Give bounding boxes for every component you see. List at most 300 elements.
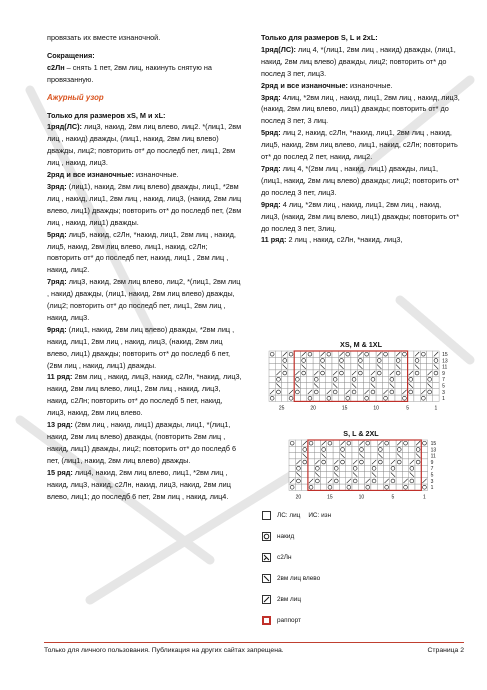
row-label: 13 ряд: xyxy=(47,420,73,430)
chart-cell xyxy=(382,383,388,389)
intro-text: провязать их вместе изнаночной. xyxy=(47,33,161,42)
chart-cell xyxy=(382,351,388,357)
left-row-5 xyxy=(47,229,243,277)
chart-cell xyxy=(333,453,339,459)
chart-cell xyxy=(384,465,390,471)
chart-cell xyxy=(358,478,364,484)
left-row-2 xyxy=(47,169,243,181)
chart-cell xyxy=(332,389,338,395)
chart-cell xyxy=(319,383,325,389)
chart-cell xyxy=(389,351,395,357)
chart-cell xyxy=(319,395,325,401)
chart-cell xyxy=(384,440,390,446)
chart-cell xyxy=(282,389,288,395)
chart-cell xyxy=(427,376,433,382)
chart-cell xyxy=(339,478,345,484)
chart-cell xyxy=(420,370,426,376)
chart-cell xyxy=(308,446,314,452)
chart-cell xyxy=(326,376,332,382)
chart-cell xyxy=(421,440,427,446)
row-label: 3ряд: xyxy=(261,92,281,102)
chart-cell xyxy=(365,465,371,471)
chart-cell xyxy=(401,383,407,389)
chart-cell xyxy=(427,395,433,401)
chart-cell xyxy=(295,453,301,459)
chart-cell xyxy=(307,364,313,370)
chart-cell xyxy=(308,453,314,459)
chart-cell xyxy=(326,364,332,370)
left-row-11 xyxy=(47,371,243,419)
chart-cell xyxy=(409,446,415,452)
chart-cell xyxy=(319,376,325,382)
s2ln-icon xyxy=(262,553,271,562)
chart-cell xyxy=(338,357,344,363)
row-label: 1ряд(ЛС): xyxy=(261,44,296,54)
chart-cell xyxy=(295,484,301,490)
chart-cell xyxy=(338,383,344,389)
chart-cell xyxy=(384,459,390,465)
chart-cell xyxy=(414,389,420,395)
chart-cell xyxy=(314,478,320,484)
chart-cell xyxy=(351,395,357,401)
legend-k2tog: 2вм лиц xyxy=(277,596,302,603)
chart-cell xyxy=(389,389,395,395)
chart-cell xyxy=(390,453,396,459)
chart-cell xyxy=(282,357,288,363)
chart-cell xyxy=(313,389,319,395)
chart-cell xyxy=(389,376,395,382)
chart-cell xyxy=(376,370,382,376)
chart-cell xyxy=(370,351,376,357)
chart-cell xyxy=(371,453,377,459)
chart-cell xyxy=(401,357,407,363)
row-number: 5 xyxy=(442,383,445,390)
chart-cell xyxy=(376,383,382,389)
row-number: 13 xyxy=(430,447,437,454)
column-number: 5 xyxy=(391,494,395,501)
chart-cell xyxy=(384,472,390,478)
chart-cell xyxy=(333,440,339,446)
chart-cell xyxy=(308,472,314,478)
chart-cell xyxy=(269,357,275,363)
row-number: 1 xyxy=(442,396,445,403)
abbrev-paragraph xyxy=(47,62,243,86)
chart-cell xyxy=(321,484,327,490)
chart-cell xyxy=(314,484,320,490)
chart-cell xyxy=(321,472,327,478)
chart-cell xyxy=(364,351,370,357)
chart-cell xyxy=(302,484,308,490)
chart-cell xyxy=(376,376,382,382)
chart-cell xyxy=(326,395,332,401)
chart-cell xyxy=(414,357,420,363)
row-number: 11 xyxy=(430,453,436,460)
chart-cell xyxy=(420,383,426,389)
chart-cell xyxy=(351,376,357,382)
legend-yo: накид xyxy=(277,533,295,540)
chart-cell xyxy=(364,395,370,401)
chart-cell xyxy=(269,383,275,389)
k2tog-icon xyxy=(262,595,271,604)
row-text: лиц 2, накид, с2Лн, *накид, лиц1, 2вм лиц , накид, лиц5, накид, 2вм лиц влево, лиц1, накид, с2Лн; повторить от* до послед 2 пет, накид, лиц2. xyxy=(261,128,458,162)
chart-cell xyxy=(339,446,345,452)
row-number: 13 xyxy=(442,358,448,365)
chart-cell xyxy=(433,389,439,395)
row-label: 15 ряд: xyxy=(47,467,73,477)
chart-cell xyxy=(351,364,357,370)
chart-cell xyxy=(357,395,363,401)
chart-cell xyxy=(402,465,408,471)
sizes-title-right: Только для размеров S, L и 2xL: xyxy=(261,33,378,42)
chart2-grid xyxy=(261,438,461,510)
chart-cell xyxy=(421,484,427,490)
row-text: 4лиц, *2вм лиц , накид, лиц1, 2вм лиц , накид, лиц3, (накид, 2вм лиц влево, лиц1) дважды; повторить от* до послед 3 пет, 3 лиц. xyxy=(261,92,460,126)
chart-cell xyxy=(389,357,395,363)
chart-cell xyxy=(288,376,294,382)
chart-cell xyxy=(395,383,401,389)
chart-cell xyxy=(289,453,295,459)
chart-cell xyxy=(314,446,320,452)
chart-cell xyxy=(289,465,295,471)
chart-cell xyxy=(326,351,332,357)
chart-cell xyxy=(389,395,395,401)
chart-cell xyxy=(301,370,307,376)
chart-cell xyxy=(338,395,344,401)
row-label: 5ряд: xyxy=(261,128,281,138)
right-row-7 xyxy=(261,163,461,199)
chart-cell xyxy=(327,465,333,471)
row-text: изнаночные. xyxy=(133,170,179,180)
chart-cell xyxy=(314,440,320,446)
chart-cell xyxy=(313,364,319,370)
legend-row-k2tog-left xyxy=(262,568,452,589)
chart-cell xyxy=(327,446,333,452)
chart-cell xyxy=(313,376,319,382)
left-row-3 xyxy=(47,181,243,229)
chart-cell xyxy=(295,446,301,452)
chart-cell xyxy=(396,484,402,490)
row-label: 3ряд: xyxy=(47,181,67,191)
chart-cell xyxy=(390,478,396,484)
left-row-13 xyxy=(47,419,243,467)
chart-cell xyxy=(408,364,414,370)
chart-cell xyxy=(307,376,313,382)
chart-cell xyxy=(294,395,300,401)
chart-cell xyxy=(390,465,396,471)
chart-cell xyxy=(345,364,351,370)
chart-cell xyxy=(321,465,327,471)
chart-cell xyxy=(346,459,352,465)
chart-cell xyxy=(365,472,371,478)
legend-row-repeat xyxy=(262,610,452,631)
chart-cell xyxy=(294,389,300,395)
chart-cell xyxy=(289,440,295,446)
left-row-15 xyxy=(47,467,243,503)
chart-cell xyxy=(339,465,345,471)
chart-cell xyxy=(307,351,313,357)
chart-cell xyxy=(408,351,414,357)
chart-cell xyxy=(421,446,427,452)
chart-cell xyxy=(346,446,352,452)
chart-cell xyxy=(357,389,363,395)
chart-cell xyxy=(382,370,388,376)
chart-cell xyxy=(327,453,333,459)
chart-cell xyxy=(321,459,327,465)
chart-cell xyxy=(364,383,370,389)
chart-cell xyxy=(390,484,396,490)
chart-cell xyxy=(269,395,275,401)
chart-cell xyxy=(357,357,363,363)
chart-cell xyxy=(358,465,364,471)
chart-cell xyxy=(395,395,401,401)
chart-cell xyxy=(288,395,294,401)
chart-cell xyxy=(402,459,408,465)
chart-cell xyxy=(409,478,415,484)
legend-s2ln: с2Лн xyxy=(277,554,292,561)
chart-cell xyxy=(294,376,300,382)
chart-cell xyxy=(308,440,314,446)
chart-cell xyxy=(288,383,294,389)
right-row-9 xyxy=(261,199,461,235)
row-label: 2ряд и все изнаночные: xyxy=(261,80,348,90)
chart-cell xyxy=(307,383,313,389)
row-label: 11 ряд: xyxy=(47,372,73,382)
chart-cell xyxy=(401,376,407,382)
chart-cell xyxy=(333,465,339,471)
chart-cell xyxy=(269,351,275,357)
chart-cell xyxy=(384,446,390,452)
chart-cell xyxy=(333,484,339,490)
chart-cell xyxy=(332,351,338,357)
right-row-3 xyxy=(261,92,461,128)
chart-cell xyxy=(282,370,288,376)
chart-cell xyxy=(352,446,358,452)
chart-cell xyxy=(409,453,415,459)
chart-cell xyxy=(433,376,439,382)
chart1-title: XS, M & 1XL xyxy=(340,340,382,349)
chart-cell xyxy=(332,364,338,370)
chart-cell xyxy=(365,453,371,459)
chart-cell xyxy=(338,376,344,382)
chart-cell xyxy=(321,478,327,484)
repeat-box-icon xyxy=(262,616,271,625)
chart-cell xyxy=(326,357,332,363)
row-label: 7ряд: xyxy=(47,277,67,287)
chart-cell xyxy=(408,357,414,363)
chart-cell xyxy=(339,472,345,478)
chart-cell xyxy=(433,357,439,363)
chart-cell xyxy=(302,472,308,478)
chart-cell xyxy=(376,395,382,401)
chart-cell xyxy=(358,446,364,452)
row-number: 1 xyxy=(430,485,434,492)
chart-cell xyxy=(365,446,371,452)
chart-cell xyxy=(401,395,407,401)
row-label: 9ряд: xyxy=(261,199,281,209)
chart-cell xyxy=(326,370,332,376)
chart-cell xyxy=(421,472,427,478)
chart-cell xyxy=(339,484,345,490)
chart-cell xyxy=(402,440,408,446)
chart-cell xyxy=(358,472,364,478)
chart-cell xyxy=(371,446,377,452)
chart-cell xyxy=(370,357,376,363)
column-number: 15 xyxy=(341,405,348,412)
chart-cell xyxy=(409,484,415,490)
chart-cell xyxy=(427,357,433,363)
chart-cell xyxy=(275,364,281,370)
row-text: 2вм лиц , накид, лиц3, накид, с2Лн, *накид, лиц3, накид, 2вм лиц влево, лиц1, 2вм лиц , накид, лиц3, накид, с2Лн; повторить от* до последб 5 пет, накид, лиц3, накид, 2вм лиц влево. xyxy=(47,372,242,418)
chart-cell xyxy=(346,472,352,478)
chart-cell xyxy=(390,446,396,452)
chart-cell xyxy=(269,376,275,382)
chart-cell xyxy=(289,446,295,452)
chart-cell xyxy=(371,465,377,471)
chart-cell xyxy=(302,465,308,471)
chart-cell xyxy=(384,453,390,459)
left-row-1 xyxy=(47,121,243,169)
chart-cell xyxy=(421,453,427,459)
chart-cell xyxy=(357,383,363,389)
row-number: 9 xyxy=(430,459,434,466)
chart-cell xyxy=(295,465,301,471)
chart-cell xyxy=(332,357,338,363)
chart-cell xyxy=(382,376,388,382)
chart-cell xyxy=(433,395,439,401)
chart-cell xyxy=(352,440,358,446)
chart-cell xyxy=(301,389,307,395)
chart-cell xyxy=(364,370,370,376)
abbrev-title: Сокращения: xyxy=(47,50,95,60)
chart-cell xyxy=(282,383,288,389)
legend-row-yo xyxy=(262,526,452,547)
chart-cell xyxy=(339,459,345,465)
chart-cell xyxy=(352,478,358,484)
chart-cell xyxy=(345,395,351,401)
abbrev-text: – снять 1 пет, 2вм лиц, накинуть снятую на провязанную. xyxy=(47,62,212,84)
column-number: 10 xyxy=(358,494,365,501)
chart-cell xyxy=(275,389,281,395)
chart-cell xyxy=(289,484,295,490)
row-text: (лиц1), накид, 2вм лиц влево) дважды, лиц1, *2вм лиц , накид, лиц1, 2вм лиц , накид, лиц3, (накид, 2вм лиц влево, лиц1) дважды; повторить от* до последб пет, (2вм лиц , накид, лиц1) дважды. xyxy=(47,181,242,227)
chart-cell xyxy=(301,395,307,401)
chart-cell xyxy=(396,472,402,478)
chart-cell xyxy=(389,364,395,370)
chart-cell xyxy=(370,364,376,370)
row-number: 3 xyxy=(430,478,434,485)
chart-cell xyxy=(357,370,363,376)
column-number: 15 xyxy=(327,494,333,501)
sizes-title-left: Только для размеров xS, M и xL: xyxy=(47,110,166,120)
knit-square-icon xyxy=(262,511,271,520)
chart-cell xyxy=(275,351,281,357)
chart-cell xyxy=(269,364,275,370)
chart-cell xyxy=(302,446,308,452)
chart-cell xyxy=(327,440,333,446)
column-number: 5 xyxy=(406,405,409,412)
chart-cell xyxy=(326,383,332,389)
chart-cell xyxy=(295,478,301,484)
chart-cell xyxy=(352,484,358,490)
row-number: 5 xyxy=(430,472,434,479)
row-text: (2вм лиц , накид, лиц1) дважды, лиц1, *(лиц1, накид, 2вм лиц влево) дважды, (повторить 2вм лиц , накид, лиц1) дважды, лиц2; повторить от* до последб 6 пет, (лиц1, накид, 2вм лиц влево) дважды. xyxy=(47,420,237,465)
column-number: 1 xyxy=(434,405,438,412)
chart-cell xyxy=(401,364,407,370)
right-row-5 xyxy=(261,127,461,163)
right-row-1 xyxy=(261,44,461,80)
chart-cell xyxy=(319,370,325,376)
chart-cell xyxy=(346,440,352,446)
chart-cell xyxy=(382,395,388,401)
row-text: изнаночные. xyxy=(347,80,393,90)
chart-cell xyxy=(421,459,427,465)
chart-cell xyxy=(420,357,426,363)
chart-cell xyxy=(365,459,371,465)
row-text: лиц4, накид, 2вм лиц влево, лиц1, *2вм лиц , накид, лиц3, накид, с2Лн, накид, лиц3, накид, 2вм лиц влево, лиц1; до последб 6 пет, 2вм лиц , накид, лиц4. xyxy=(47,467,231,501)
row-number: 9 xyxy=(442,370,445,377)
chart-cell xyxy=(365,484,371,490)
legend-ls: ЛС: лиц xyxy=(277,512,301,519)
chart-cell xyxy=(414,395,420,401)
chart-cell xyxy=(402,472,408,478)
chart-cell xyxy=(433,383,439,389)
chart-cell xyxy=(289,459,295,465)
chart-cell xyxy=(301,357,307,363)
chart-cell xyxy=(396,478,402,484)
chart-cell xyxy=(275,395,281,401)
chart-cell xyxy=(307,395,313,401)
chart-cell xyxy=(402,446,408,452)
row-label: 1ряд(ЛС): xyxy=(47,122,82,132)
row-text: лиц 4, *(2вм лиц , накид, лиц1) дважды, лиц1, (лиц1, накид, 2вм лиц влево) дважды; лиц2; повторить от* до послед 3 пет, лиц3. xyxy=(261,163,460,197)
chart-cell xyxy=(420,376,426,382)
chart-cell xyxy=(390,440,396,446)
legend-row-sides xyxy=(262,505,452,526)
chart-cell xyxy=(357,376,363,382)
chart-cell xyxy=(415,459,421,465)
chart-cell xyxy=(427,389,433,395)
chart-cell xyxy=(414,376,420,382)
chart-cell xyxy=(358,459,364,465)
chart-cell xyxy=(377,459,383,465)
chart-cell xyxy=(427,364,433,370)
chart-legend xyxy=(262,505,452,631)
yarn-over-icon xyxy=(262,532,271,541)
chart-cell xyxy=(384,484,390,490)
chart-cell xyxy=(301,376,307,382)
chart-cell xyxy=(314,453,320,459)
row-number: 3 xyxy=(442,389,445,396)
chart-cell xyxy=(415,484,421,490)
chart-cell xyxy=(282,376,288,382)
chart-cell xyxy=(420,364,426,370)
chart-cell xyxy=(319,389,325,395)
chart-cell xyxy=(332,376,338,382)
chart-cell xyxy=(346,465,352,471)
knitting-charts xyxy=(261,340,461,515)
chart-cell xyxy=(332,395,338,401)
chart-cell xyxy=(409,465,415,471)
left-row-7 xyxy=(47,276,243,324)
left-row-9 xyxy=(47,324,243,372)
row-label: 7ряд: xyxy=(261,163,281,173)
chart-cell xyxy=(415,478,421,484)
chart-cell xyxy=(371,478,377,484)
chart-cell xyxy=(415,465,421,471)
chart-cell xyxy=(395,376,401,382)
chart-cell xyxy=(351,389,357,395)
chart-cell xyxy=(395,357,401,363)
